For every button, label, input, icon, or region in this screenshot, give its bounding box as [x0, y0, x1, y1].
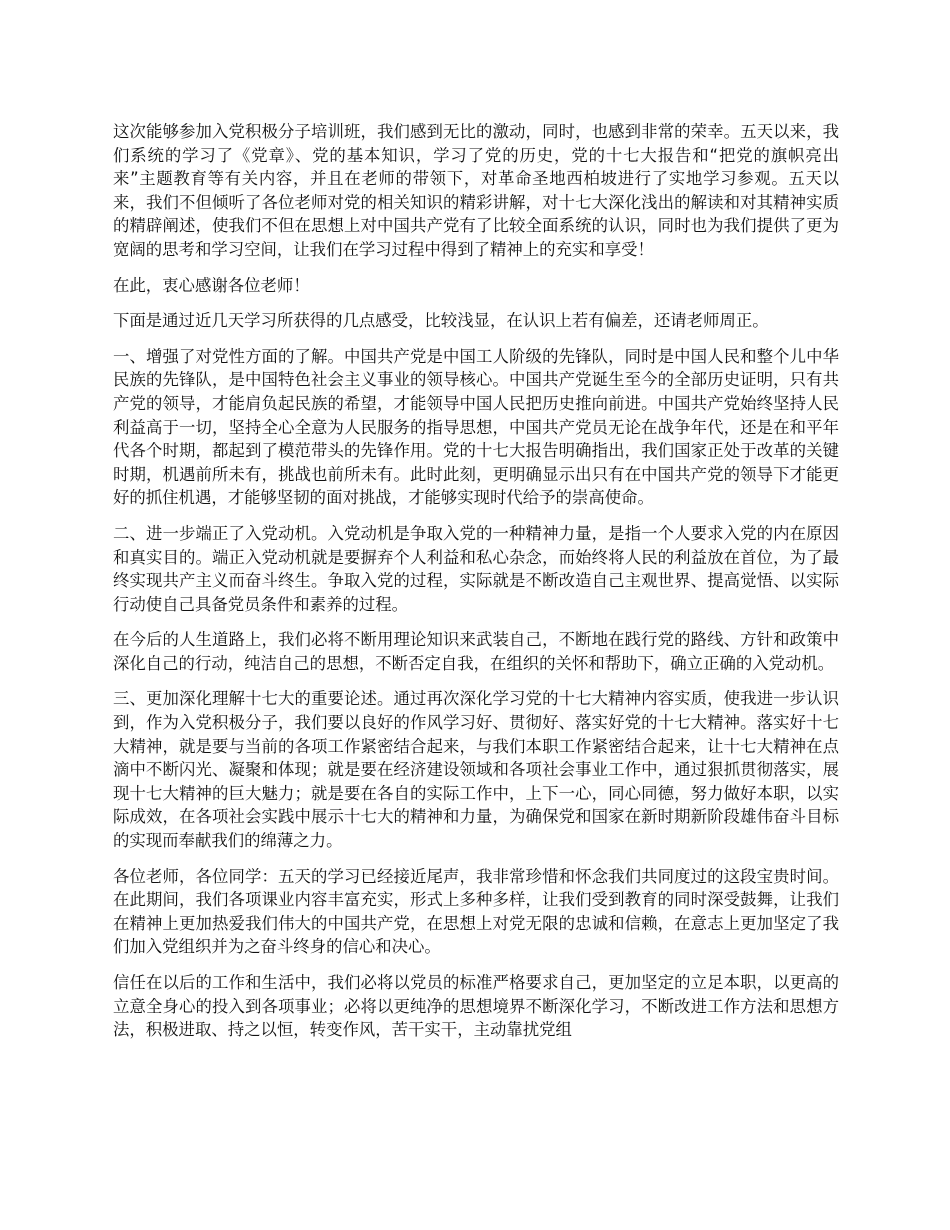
paragraph-point-one: 一、增强了对党性方面的了解。中国共产党是中国工人阶级的先锋队，同时是中国人民和整个儿中华民族的先锋队，是中国特色社会主义事业的领导核心。中国共产党诞生至今的全部历史证明，只有共产党的领导，才能肩负起民族的希望，才能领导中国人民把历史推向前进。中国共产党始终坚持人民利益高于一切，坚持全心全意为人民服务的指导思想，中国共产党员无论在战争年代，还是在和平年代各个时期，都起到了模范带头的先锋作用。党的十七大报告明确指出，我们国家正处于改革的关键时期，机遇前所未有，挑战也前所未有。此时此刻，更明确显示出只有在中国共产党的领导下才能更好的抓住机遇，才能够坚韧的面对挑战，才能够实现时代给予的崇高使命。	[113, 346, 839, 508]
paragraph-closing-address: 各位老师，各位同学：五天的学习已经接近尾声，我非常珍惜和怀念我们共同度过的这段宝贵时间。在此期间，我们各项课业内容丰富充实，形式上多种多样，让我们受到教育的同时深受鼓舞，让我们在精神上更加热爱我们伟大的中国共产党，在思想上对党无限的忠诚和信赖，在意志上更加坚定了我们加入党组织并为之奋斗终身的信心和决心。	[113, 866, 839, 957]
paragraph-thanks: 在此，衷心感谢各位老师！	[113, 275, 310, 295]
paragraph-point-three: 三、更加深化理解十七大的重要论述。通过再次深化学习党的十七大精神内容实质，使我进一步认识到，作为入党积极分子，我们要以良好的作风学习好、贯彻好、落实好党的十七大精神。落实好十七大精神，就是要与当前的各项工作紧密结合起来，与我们本职工作紧密结合起来，让十七大精神在点滴中不断闪光、凝聚和体现；就是要在经济建设领域和各项社会事业工作中，通过狠抓贯彻落实，展现十七大精神的巨大魅力；就是要在各自的实际工作中，上下一心，同心同德，努力做好本职，以实际成效，在各项社会实践中展示十七大的精神和力量，为确保党和国家在新时期新阶段雄伟奋斗目标的实现而奉献我们的绵薄之力。	[113, 689, 839, 851]
paragraph-future-path: 在今后的人生道路上，我们必将不断用理论知识来武装自己，不断地在践行党的路线、方针和政策中深化自己的行动，纯洁自己的思想，不断否定自我，在组织的关怀和帮助下，确立正确的入党动机。	[113, 630, 839, 673]
paragraph-preface: 下面是通过近几天学习所获得的几点感受，比较浅显，在认识上若有偏差，还请老师周正。	[113, 311, 769, 331]
paragraph-point-two: 二、进一步端正了入党动机。入党动机是争取入党的一种精神力量，是指一个人要求入党的内在原因和真实目的。端正入党动机就是要摒弃个人利益和私心杂念，而始终将人民的利益放在首位，为了最终实现共产主义而奋斗终生。争取入党的过程，实际就是不断改造自己主观世界、提高觉悟、以实际行动使自己具备党员条件和素养的过程。	[113, 523, 839, 614]
document-body	[113, 120, 839, 1054]
paragraph-intro: 这次能够参加入党积极分子培训班，我们感到无比的激动，同时，也感到非常的荣幸。五天以来，我们系统的学习了《党章》、党的基本知识，学习了党的历史，党的十七大报告和“把党的旗帜亮出来”主题教育等有关内容，并且在老师的带领下，对革命圣地西柏坡进行了实地学习参观。五天以来，我们不但倾听了各位老师对党的相关知识的精彩讲解，对十七大深化浅出的解读和对其精神实质的精辟阐述，使我们不但在思想上对中国共产党有了比较全面系统的认识，同时也为我们提供了更为宽阔的思考和学习空间，让我们在学习过程中得到了精神上的充实和享受！	[113, 122, 839, 259]
paragraph-commitment: 信任在以后的工作和生活中，我们必将以党员的标准严格要求自己，更加坚定的立足本职，以更高的立意全身心的投入到各项事业；必将以更纯净的思想境界不断深化学习，不断改进工作方法和思想方法，积极进取、持之以恒，转变作风，苦干实干，主动靠扰党组	[113, 973, 839, 1040]
